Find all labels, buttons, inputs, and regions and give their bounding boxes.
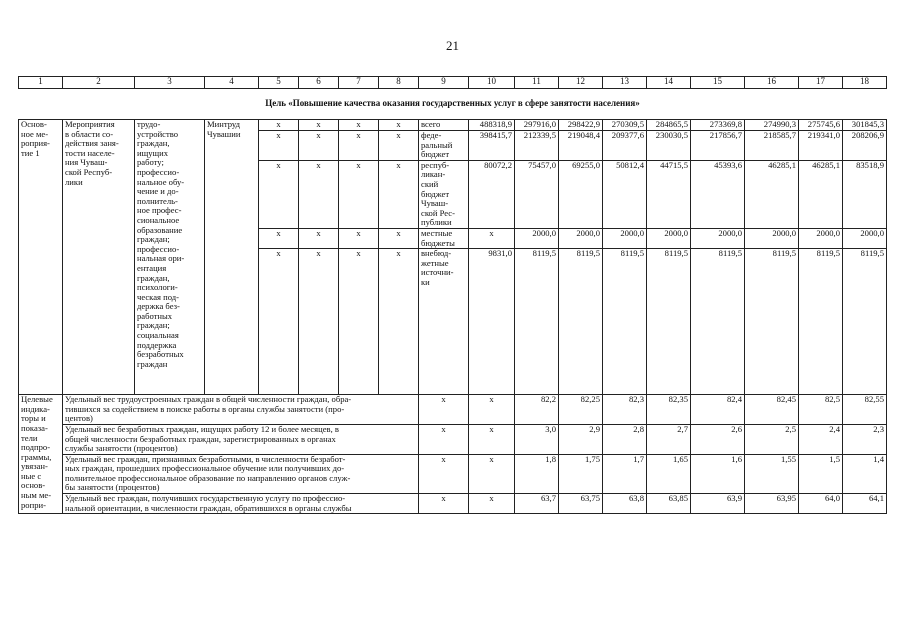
indicator-text: Удельный вес безработных граждан, ищущих работу 12 и более месяцев, в общей численности безработных граждан, зарегистрированных в органах службы занятости (процентов) [63,424,419,454]
column-header: 7 [339,77,379,89]
funding-value: 69255,0 [559,160,603,228]
indicator-value: 2,3 [843,424,887,454]
funding-value: 8119,5 [745,249,799,395]
table-cell: х [339,228,379,248]
indicator-value: 2,7 [647,424,691,454]
column-header: 1 [19,77,63,89]
funding-value: 8119,5 [603,249,647,395]
table-cell: х [339,120,379,131]
indicator-value: 63,85 [647,494,691,514]
main-event-description: трудо- устройство граждан, ищущих работу; профессио- нальное обу- чение и до- полнитель- ное профес- сиональное образование граждан; профессио- нальная ори- ентация граждан, психологи- ческая под- держка без- работных граждан; социальная поддержка безработных граждан [135,120,205,395]
column-header: 14 [647,77,691,89]
column-header: 4 [205,77,259,89]
funding-value: 8119,5 [843,249,887,395]
indicator-value: 1,5 [799,454,843,493]
column-header: 8 [379,77,419,89]
column-header: 6 [299,77,339,89]
table-cell: х [419,424,469,454]
column-header: 9 [419,77,469,89]
funding-value: 8119,5 [559,249,603,395]
funding-value: 2000,0 [843,228,887,248]
indicator-value: 1,8 [515,454,559,493]
table-cell: х [469,454,515,493]
funding-value: 230030,5 [647,131,691,161]
funding-value: 8119,5 [647,249,691,395]
funding-value: 2000,0 [691,228,745,248]
column-header: 12 [559,77,603,89]
column-header: 11 [515,77,559,89]
funding-value: 2000,0 [559,228,603,248]
indicator-value: 82,5 [799,395,843,425]
table-cell: х [469,494,515,514]
funding-value: 75457,0 [515,160,559,228]
table-cell: х [339,131,379,161]
table-cell: х [299,160,339,228]
program-table [18,76,887,514]
indicator-value: 63,75 [559,494,603,514]
indicator-value: 64,0 [799,494,843,514]
column-header: 18 [843,77,887,89]
indicator-value: 82,55 [843,395,887,425]
funding-value: 2000,0 [647,228,691,248]
funding-value: 46285,1 [799,160,843,228]
indicator-value: 1,7 [603,454,647,493]
funding-value: 2000,0 [515,228,559,248]
funding-value: 284865,5 [647,120,691,131]
table-cell: х [419,395,469,425]
funding-row [19,120,887,131]
table-cell: х [339,249,379,395]
indicator-value: 1,55 [745,454,799,493]
table-cell: х [299,249,339,395]
funding-value: 44715,5 [647,160,691,228]
main-event-title: Мероприятия в области со- действия заня- тости населе- ния Чуваш- ской Респуб- лики [63,120,135,395]
funding-value: 273369,8 [691,120,745,131]
indicator-value: 82,2 [515,395,559,425]
indicator-value: 63,95 [745,494,799,514]
funding-value: 488318,9 [469,120,515,131]
indicator-value: 2,8 [603,424,647,454]
indicator-value: 64,1 [843,494,887,514]
funding-value: 298422,9 [559,120,603,131]
indicator-value: 63,9 [691,494,745,514]
funding-value: 274990,3 [745,120,799,131]
funding-source: респуб- ликан- ский бюджет Чуваш- ской Рес- публики [419,160,469,228]
responsible-executor: Минтруд Чувашии [205,120,259,395]
table-cell: х [419,454,469,493]
indicator-text: Удельный вес граждан, признанных безработными, в численности безработ- ных граждан, прошедших профессиональное обучение или получивших до- полнительное профессиональное образование по направлению органов служ- бы занятости (процентов) [63,454,419,493]
indicator-row [19,395,887,425]
indicator-row [19,494,887,514]
column-header: 3 [135,77,205,89]
indicator-value: 1,75 [559,454,603,493]
table-cell: х [259,228,299,248]
table-cell: х [379,120,419,131]
indicator-row [19,454,887,493]
funding-value: 2000,0 [799,228,843,248]
funding-source: местные бюджеты [419,228,469,248]
funding-value: 217856,7 [691,131,745,161]
table-cell: х [339,160,379,228]
funding-value: 83518,9 [843,160,887,228]
indicator-value: 82,35 [647,395,691,425]
funding-value: 275745,6 [799,120,843,131]
funding-value: 2000,0 [745,228,799,248]
funding-value: 50812,4 [603,160,647,228]
funding-value: 80072,2 [469,160,515,228]
funding-value: 398415,7 [469,131,515,161]
table-cell: х [379,228,419,248]
indicator-value: 82,4 [691,395,745,425]
table-cell: х [259,249,299,395]
indicator-value: 82,45 [745,395,799,425]
table-cell: х [419,494,469,514]
indicator-text: Удельный вес граждан, получивших государственную услугу по профессио- нальной ориентации, в численности граждан, обратившихся в органы службы [63,494,419,514]
indicator-value: 63,7 [515,494,559,514]
column-header: 16 [745,77,799,89]
indicator-value: 1,6 [691,454,745,493]
table-cell: х [469,424,515,454]
column-header: 10 [469,77,515,89]
indicator-text: Удельный вес трудоустроенных граждан в общей численности граждан, обра- тившихся за содействием в поиске работы в органы службы занятости (про- центов) [63,395,419,425]
indicator-value: 2,9 [559,424,603,454]
main-event-label: Основ- ное ме- роприя- тие 1 [19,120,63,395]
table-cell: х [299,120,339,131]
funding-source: внебюд- жетные источни- ки [419,249,469,395]
funding-value: 212339,5 [515,131,559,161]
table-cell: х [299,228,339,248]
column-header: 2 [63,77,135,89]
funding-value: 301845,3 [843,120,887,131]
indicator-value: 3,0 [515,424,559,454]
indicator-value: 1,65 [647,454,691,493]
table-cell: х [259,160,299,228]
table-cell: х [259,120,299,131]
goal-title: Цель «Повышение качества оказания государственных услуг в сфере занятости населения» [19,89,887,120]
indicator-value: 2,4 [799,424,843,454]
funding-value: 46285,1 [745,160,799,228]
table-cell: х [259,131,299,161]
funding-value: 208206,9 [843,131,887,161]
column-number-row [19,77,887,89]
funding-value: 219048,4 [559,131,603,161]
indicator-value: 2,6 [691,424,745,454]
column-header: 15 [691,77,745,89]
funding-value: 219341,0 [799,131,843,161]
indicator-value: 82,25 [559,395,603,425]
funding-source: всего [419,120,469,131]
indicator-value: 1,4 [843,454,887,493]
funding-value: 9831,0 [469,249,515,395]
funding-value: 209377,6 [603,131,647,161]
funding-value: 218585,7 [745,131,799,161]
column-header: 5 [259,77,299,89]
table-cell: х [379,249,419,395]
indicator-row [19,424,887,454]
indicator-value: 2,5 [745,424,799,454]
table-cell: х [379,131,419,161]
funding-value: 45393,6 [691,160,745,228]
table-cell: х [379,160,419,228]
funding-value: 8119,5 [799,249,843,395]
page-number: 21 [446,38,459,53]
indicators-label: Целевые индика- торы и показа- тели подпро- граммы, увязан- ные с основ- ным ме- ропри- [19,395,63,514]
funding-value: 270309,5 [603,120,647,131]
goal-row [19,89,887,120]
table-cell: х [299,131,339,161]
column-header: 13 [603,77,647,89]
funding-source: феде- ральный бюджет [419,131,469,161]
indicator-value: 82,3 [603,395,647,425]
funding-value: х [469,228,515,248]
funding-value: 8119,5 [515,249,559,395]
column-header: 17 [799,77,843,89]
indicator-value: 63,8 [603,494,647,514]
funding-value: 8119,5 [691,249,745,395]
funding-value: 2000,0 [603,228,647,248]
funding-value: 297916,0 [515,120,559,131]
table-cell: х [469,395,515,425]
